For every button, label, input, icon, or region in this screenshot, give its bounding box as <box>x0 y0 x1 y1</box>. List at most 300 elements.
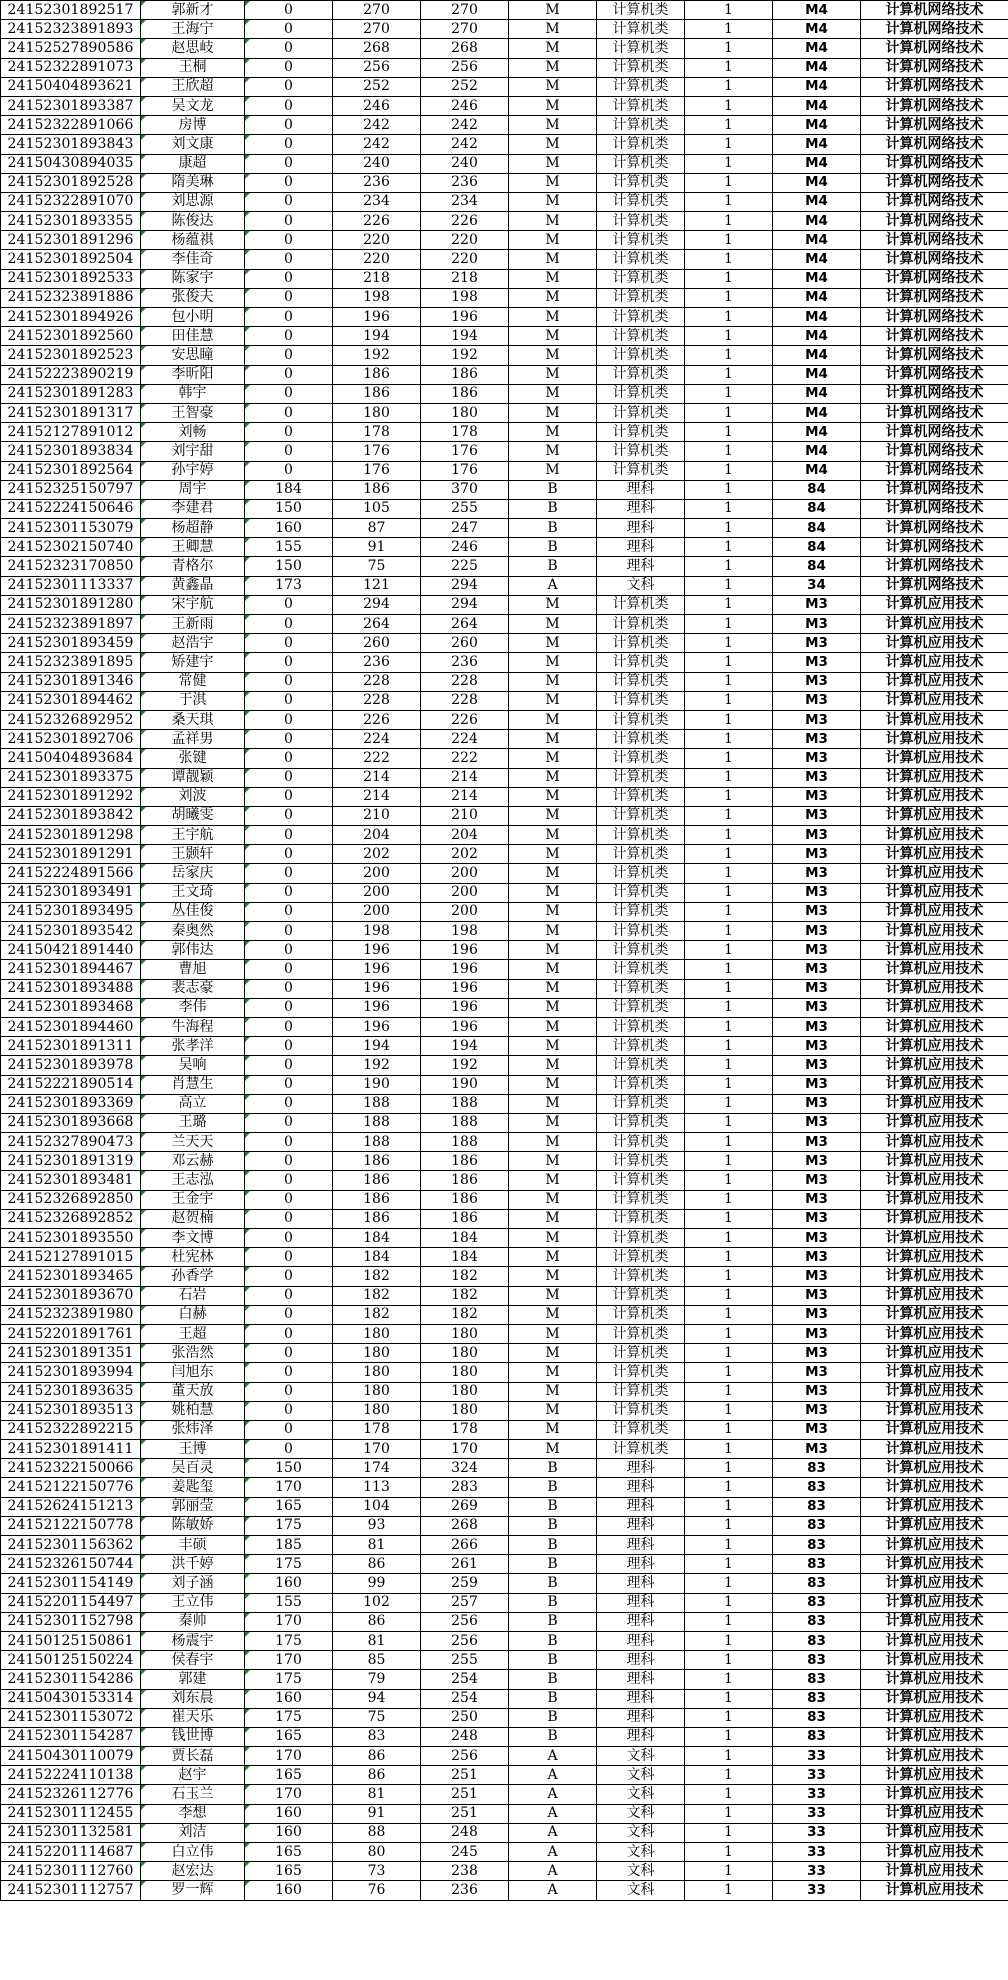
cell-subject-type[interactable]: 文科 <box>597 1823 685 1842</box>
cell-total-score[interactable]: 240 <box>421 154 509 173</box>
cell-plan-count[interactable]: 1 <box>685 941 773 960</box>
cell-plan-count[interactable]: 1 <box>685 1229 773 1248</box>
cell-group-code[interactable]: M3 <box>773 845 861 864</box>
cell-exam-id[interactable]: 24152301893635 <box>1 1382 141 1401</box>
cell-plan-count[interactable]: 1 <box>685 922 773 941</box>
cell-total-score[interactable]: 269 <box>421 1497 509 1516</box>
cell-student-name[interactable]: 房博 <box>141 116 245 135</box>
cell-student-name[interactable]: 张俊夫 <box>141 288 245 307</box>
cell-student-name[interactable]: 张浩然 <box>141 1344 245 1363</box>
cell-category-code[interactable]: M <box>509 403 597 422</box>
cell-subject-type[interactable]: 理科 <box>597 1478 685 1497</box>
cell-subject-type[interactable]: 文科 <box>597 1881 685 1900</box>
cell-group-code[interactable]: M4 <box>773 116 861 135</box>
cell-student-name[interactable]: 王超 <box>141 1324 245 1343</box>
cell-exam-id[interactable]: 24152301893668 <box>1 1113 141 1132</box>
cell-student-name[interactable]: 李伟 <box>141 998 245 1017</box>
cell-category-code[interactable]: M <box>509 883 597 902</box>
cell-subject-type[interactable]: 计算机类 <box>597 192 685 211</box>
cell-score-a[interactable]: 0 <box>245 1190 333 1209</box>
cell-major-name[interactable]: 计算机网络技术 <box>861 192 1008 211</box>
cell-plan-count[interactable]: 1 <box>685 557 773 576</box>
cell-score-a[interactable]: 0 <box>245 39 333 58</box>
cell-student-name[interactable]: 杜宪林 <box>141 1248 245 1267</box>
cell-student-name[interactable]: 王志泓 <box>141 1171 245 1190</box>
cell-exam-id[interactable]: 24152322150066 <box>1 1459 141 1478</box>
cell-total-score[interactable]: 204 <box>421 826 509 845</box>
cell-major-name[interactable]: 计算机网络技术 <box>861 538 1008 557</box>
cell-student-name[interactable]: 韩宇 <box>141 384 245 403</box>
cell-student-name[interactable]: 孙香学 <box>141 1267 245 1286</box>
cell-score-a[interactable]: 0 <box>245 77 333 96</box>
cell-total-score[interactable]: 228 <box>421 672 509 691</box>
cell-total-score[interactable]: 196 <box>421 941 509 960</box>
cell-total-score[interactable]: 180 <box>421 403 509 422</box>
cell-score-b[interactable]: 182 <box>333 1286 421 1305</box>
cell-plan-count[interactable]: 1 <box>685 288 773 307</box>
cell-exam-id[interactable]: 24152301892523 <box>1 346 141 365</box>
cell-plan-count[interactable]: 1 <box>685 135 773 154</box>
cell-plan-count[interactable]: 1 <box>685 576 773 595</box>
cell-score-a[interactable]: 185 <box>245 1536 333 1555</box>
cell-exam-id[interactable]: 24152301132581 <box>1 1823 141 1842</box>
cell-category-code[interactable]: M <box>509 998 597 1017</box>
cell-exam-id[interactable]: 24152301893481 <box>1 1171 141 1190</box>
cell-score-b[interactable]: 186 <box>333 1171 421 1190</box>
cell-major-name[interactable]: 计算机应用技术 <box>861 1881 1008 1900</box>
cell-group-code[interactable]: M4 <box>773 269 861 288</box>
cell-category-code[interactable]: M <box>509 58 597 77</box>
cell-score-a[interactable]: 0 <box>245 403 333 422</box>
cell-category-code[interactable]: M <box>509 922 597 941</box>
cell-subject-type[interactable]: 计算机类 <box>597 615 685 634</box>
cell-plan-count[interactable]: 1 <box>685 1881 773 1900</box>
cell-category-code[interactable]: A <box>509 1862 597 1881</box>
cell-score-b[interactable]: 180 <box>333 1344 421 1363</box>
cell-subject-type[interactable]: 计算机类 <box>597 154 685 173</box>
cell-plan-count[interactable]: 1 <box>685 1593 773 1612</box>
cell-major-name[interactable]: 计算机应用技术 <box>861 883 1008 902</box>
cell-major-name[interactable]: 计算机应用技术 <box>861 1420 1008 1439</box>
cell-subject-type[interactable]: 理科 <box>597 1536 685 1555</box>
cell-major-name[interactable]: 计算机应用技术 <box>861 1670 1008 1689</box>
cell-group-code[interactable]: M3 <box>773 749 861 768</box>
cell-category-code[interactable]: M <box>509 730 597 749</box>
cell-total-score[interactable]: 196 <box>421 960 509 979</box>
cell-score-b[interactable]: 242 <box>333 135 421 154</box>
cell-group-code[interactable]: M4 <box>773 135 861 154</box>
cell-total-score[interactable]: 194 <box>421 327 509 346</box>
cell-category-code[interactable]: M <box>509 1 597 20</box>
cell-group-code[interactable]: M4 <box>773 403 861 422</box>
cell-subject-type[interactable]: 理科 <box>597 1574 685 1593</box>
cell-group-code[interactable]: 33 <box>773 1804 861 1823</box>
cell-total-score[interactable]: 255 <box>421 1651 509 1670</box>
cell-total-score[interactable]: 194 <box>421 1037 509 1056</box>
cell-subject-type[interactable]: 计算机类 <box>597 116 685 135</box>
cell-subject-type[interactable]: 计算机类 <box>597 1286 685 1305</box>
cell-score-b[interactable]: 180 <box>333 1382 421 1401</box>
cell-total-score[interactable]: 234 <box>421 192 509 211</box>
cell-subject-type[interactable]: 理科 <box>597 1459 685 1478</box>
cell-subject-type[interactable]: 计算机类 <box>597 1420 685 1439</box>
cell-exam-id[interactable]: 24152301894460 <box>1 1017 141 1036</box>
cell-group-code[interactable]: M3 <box>773 941 861 960</box>
cell-total-score[interactable]: 220 <box>421 250 509 269</box>
cell-major-name[interactable]: 计算机应用技术 <box>861 1804 1008 1823</box>
cell-plan-count[interactable]: 1 <box>685 864 773 883</box>
cell-subject-type[interactable]: 计算机类 <box>597 749 685 768</box>
cell-subject-type[interactable]: 计算机类 <box>597 768 685 787</box>
cell-subject-type[interactable]: 理科 <box>597 1593 685 1612</box>
cell-plan-count[interactable]: 1 <box>685 346 773 365</box>
cell-subject-type[interactable]: 理科 <box>597 1497 685 1516</box>
cell-major-name[interactable]: 计算机网络技术 <box>861 212 1008 231</box>
cell-major-name[interactable]: 计算机网络技术 <box>861 231 1008 250</box>
cell-group-code[interactable]: 33 <box>773 1823 861 1842</box>
cell-subject-type[interactable]: 计算机类 <box>597 365 685 384</box>
cell-score-b[interactable]: 186 <box>333 365 421 384</box>
cell-major-name[interactable]: 计算机应用技术 <box>861 1113 1008 1132</box>
cell-plan-count[interactable]: 1 <box>685 806 773 825</box>
cell-score-a[interactable]: 0 <box>245 58 333 77</box>
cell-major-name[interactable]: 计算机网络技术 <box>861 384 1008 403</box>
cell-major-name[interactable]: 计算机网络技术 <box>861 519 1008 538</box>
cell-total-score[interactable]: 370 <box>421 480 509 499</box>
cell-score-a[interactable]: 0 <box>245 902 333 921</box>
cell-score-b[interactable]: 192 <box>333 1056 421 1075</box>
cell-group-code[interactable]: M3 <box>773 1363 861 1382</box>
cell-score-a[interactable]: 165 <box>245 1862 333 1881</box>
cell-exam-id[interactable]: 24152301891298 <box>1 826 141 845</box>
cell-student-name[interactable]: 李昕阳 <box>141 365 245 384</box>
cell-student-name[interactable]: 王博 <box>141 1440 245 1459</box>
cell-total-score[interactable]: 176 <box>421 461 509 480</box>
cell-subject-type[interactable]: 计算机类 <box>597 250 685 269</box>
cell-category-code[interactable]: B <box>509 1593 597 1612</box>
cell-score-b[interactable]: 102 <box>333 1593 421 1612</box>
cell-category-code[interactable]: M <box>509 116 597 135</box>
cell-group-code[interactable]: M4 <box>773 461 861 480</box>
cell-category-code[interactable]: M <box>509 749 597 768</box>
cell-plan-count[interactable]: 1 <box>685 173 773 192</box>
cell-total-score[interactable]: 226 <box>421 212 509 231</box>
cell-total-score[interactable]: 188 <box>421 1133 509 1152</box>
cell-plan-count[interactable]: 1 <box>685 39 773 58</box>
cell-student-name[interactable]: 贾长磊 <box>141 1747 245 1766</box>
cell-student-name[interactable]: 包小明 <box>141 308 245 327</box>
cell-total-score[interactable]: 222 <box>421 749 509 768</box>
cell-exam-id[interactable]: 24152326150744 <box>1 1555 141 1574</box>
cell-student-name[interactable]: 胡曦雯 <box>141 806 245 825</box>
cell-category-code[interactable]: M <box>509 710 597 729</box>
cell-score-b[interactable]: 268 <box>333 39 421 58</box>
cell-total-score[interactable]: 256 <box>421 1631 509 1650</box>
cell-plan-count[interactable]: 1 <box>685 1190 773 1209</box>
cell-student-name[interactable]: 矫建宇 <box>141 653 245 672</box>
cell-total-score[interactable]: 196 <box>421 308 509 327</box>
cell-subject-type[interactable]: 计算机类 <box>597 1324 685 1343</box>
cell-score-a[interactable]: 0 <box>245 250 333 269</box>
cell-student-name[interactable]: 陈俊达 <box>141 212 245 231</box>
cell-subject-type[interactable]: 计算机类 <box>597 1017 685 1036</box>
cell-exam-id[interactable]: 24152301893550 <box>1 1229 141 1248</box>
cell-group-code[interactable]: 84 <box>773 480 861 499</box>
cell-exam-id[interactable]: 24152122150776 <box>1 1478 141 1497</box>
cell-student-name[interactable]: 裴志豪 <box>141 979 245 998</box>
cell-total-score[interactable]: 266 <box>421 1536 509 1555</box>
cell-total-score[interactable]: 294 <box>421 576 509 595</box>
cell-exam-id[interactable]: 24152301894926 <box>1 308 141 327</box>
cell-plan-count[interactable]: 1 <box>685 1075 773 1094</box>
cell-subject-type[interactable]: 理科 <box>597 519 685 538</box>
cell-total-score[interactable]: 184 <box>421 1248 509 1267</box>
cell-subject-type[interactable]: 计算机类 <box>597 1190 685 1209</box>
cell-category-code[interactable]: B <box>509 557 597 576</box>
cell-plan-count[interactable]: 1 <box>685 499 773 518</box>
cell-total-score[interactable]: 236 <box>421 1881 509 1900</box>
cell-score-b[interactable]: 79 <box>333 1670 421 1689</box>
cell-score-b[interactable]: 228 <box>333 672 421 691</box>
cell-score-b[interactable]: 218 <box>333 269 421 288</box>
cell-major-name[interactable]: 计算机应用技术 <box>861 864 1008 883</box>
cell-score-b[interactable]: 104 <box>333 1497 421 1516</box>
cell-student-name[interactable]: 王立伟 <box>141 1593 245 1612</box>
cell-category-code[interactable]: M <box>509 1324 597 1343</box>
cell-score-a[interactable]: 0 <box>245 864 333 883</box>
cell-exam-id[interactable]: 24152223890219 <box>1 365 141 384</box>
cell-category-code[interactable]: A <box>509 1785 597 1804</box>
cell-subject-type[interactable]: 计算机类 <box>597 288 685 307</box>
cell-total-score[interactable]: 182 <box>421 1286 509 1305</box>
cell-category-code[interactable]: B <box>509 1574 597 1593</box>
cell-total-score[interactable]: 214 <box>421 787 509 806</box>
cell-student-name[interactable]: 郭新才 <box>141 1 245 20</box>
cell-student-name[interactable]: 丛佳俊 <box>141 902 245 921</box>
cell-score-a[interactable]: 0 <box>245 941 333 960</box>
cell-subject-type[interactable]: 计算机类 <box>597 941 685 960</box>
cell-total-score[interactable]: 224 <box>421 730 509 749</box>
cell-group-code[interactable]: M3 <box>773 1305 861 1324</box>
cell-exam-id[interactable]: 24152301112757 <box>1 1881 141 1900</box>
cell-major-name[interactable]: 计算机网络技术 <box>861 327 1008 346</box>
cell-category-code[interactable]: M <box>509 1056 597 1075</box>
cell-exam-id[interactable]: 24152327890473 <box>1 1133 141 1152</box>
cell-exam-id[interactable]: 24152323170850 <box>1 557 141 576</box>
cell-student-name[interactable]: 刘文康 <box>141 135 245 154</box>
cell-score-a[interactable]: 0 <box>245 1017 333 1036</box>
cell-group-code[interactable]: 33 <box>773 1747 861 1766</box>
cell-student-name[interactable]: 秦帅 <box>141 1612 245 1631</box>
cell-category-code[interactable]: M <box>509 39 597 58</box>
cell-exam-id[interactable]: 24152527890586 <box>1 39 141 58</box>
cell-plan-count[interactable]: 1 <box>685 96 773 115</box>
cell-score-a[interactable]: 0 <box>245 615 333 634</box>
cell-major-name[interactable]: 计算机网络技术 <box>861 250 1008 269</box>
cell-major-name[interactable]: 计算机应用技术 <box>861 1555 1008 1574</box>
cell-group-code[interactable]: M4 <box>773 20 861 39</box>
cell-student-name[interactable]: 吴文龙 <box>141 96 245 115</box>
cell-major-name[interactable]: 计算机应用技术 <box>861 806 1008 825</box>
cell-score-a[interactable]: 0 <box>245 749 333 768</box>
cell-student-name[interactable]: 黄鑫晶 <box>141 576 245 595</box>
cell-total-score[interactable]: 236 <box>421 173 509 192</box>
cell-subject-type[interactable]: 计算机类 <box>597 135 685 154</box>
cell-plan-count[interactable]: 1 <box>685 1401 773 1420</box>
cell-category-code[interactable]: B <box>509 1612 597 1631</box>
cell-exam-id[interactable]: 24152301891292 <box>1 787 141 806</box>
cell-student-name[interactable]: 刘宇甜 <box>141 442 245 461</box>
cell-group-code[interactable]: M3 <box>773 1094 861 1113</box>
cell-category-code[interactable]: M <box>509 423 597 442</box>
cell-exam-id[interactable]: 24152301154149 <box>1 1574 141 1593</box>
cell-score-a[interactable]: 0 <box>245 883 333 902</box>
cell-major-name[interactable]: 计算机网络技术 <box>861 576 1008 595</box>
cell-score-b[interactable]: 186 <box>333 480 421 499</box>
cell-subject-type[interactable]: 计算机类 <box>597 922 685 941</box>
cell-exam-id[interactable]: 24152301893355 <box>1 212 141 231</box>
cell-group-code[interactable]: M4 <box>773 423 861 442</box>
cell-exam-id[interactable]: 24152301893842 <box>1 806 141 825</box>
cell-student-name[interactable]: 张键 <box>141 749 245 768</box>
cell-score-b[interactable]: 188 <box>333 1113 421 1132</box>
cell-major-name[interactable]: 计算机应用技术 <box>861 1497 1008 1516</box>
cell-plan-count[interactable]: 1 <box>685 787 773 806</box>
cell-score-b[interactable]: 214 <box>333 768 421 787</box>
cell-student-name[interactable]: 高立 <box>141 1094 245 1113</box>
cell-plan-count[interactable]: 1 <box>685 231 773 250</box>
cell-group-code[interactable]: M3 <box>773 1113 861 1132</box>
cell-total-score[interactable]: 245 <box>421 1843 509 1862</box>
cell-score-a[interactable]: 0 <box>245 154 333 173</box>
cell-category-code[interactable]: M <box>509 154 597 173</box>
cell-group-code[interactable]: M3 <box>773 1324 861 1343</box>
cell-student-name[interactable]: 董天放 <box>141 1382 245 1401</box>
cell-student-name[interactable]: 康超 <box>141 154 245 173</box>
cell-category-code[interactable]: M <box>509 864 597 883</box>
cell-score-b[interactable]: 260 <box>333 634 421 653</box>
cell-subject-type[interactable]: 计算机类 <box>597 902 685 921</box>
cell-plan-count[interactable]: 1 <box>685 116 773 135</box>
cell-plan-count[interactable]: 1 <box>685 365 773 384</box>
cell-group-code[interactable]: M3 <box>773 1344 861 1363</box>
cell-group-code[interactable]: 83 <box>773 1478 861 1497</box>
cell-subject-type[interactable]: 理科 <box>597 1631 685 1650</box>
cell-score-b[interactable]: 86 <box>333 1555 421 1574</box>
cell-student-name[interactable]: 王卿慧 <box>141 538 245 557</box>
cell-category-code[interactable]: M <box>509 135 597 154</box>
cell-plan-count[interactable]: 1 <box>685 1209 773 1228</box>
cell-student-name[interactable]: 曹旭 <box>141 960 245 979</box>
cell-plan-count[interactable]: 1 <box>685 1631 773 1650</box>
cell-category-code[interactable]: M <box>509 634 597 653</box>
cell-group-code[interactable]: 83 <box>773 1631 861 1650</box>
cell-major-name[interactable]: 计算机应用技术 <box>861 1440 1008 1459</box>
cell-total-score[interactable]: 246 <box>421 96 509 115</box>
cell-category-code[interactable]: M <box>509 96 597 115</box>
cell-score-a[interactable]: 160 <box>245 1804 333 1823</box>
cell-exam-id[interactable]: 24152323891897 <box>1 615 141 634</box>
cell-exam-id[interactable]: 24152301894467 <box>1 960 141 979</box>
cell-category-code[interactable]: M <box>509 1286 597 1305</box>
cell-category-code[interactable]: B <box>509 1497 597 1516</box>
cell-plan-count[interactable]: 1 <box>685 519 773 538</box>
cell-student-name[interactable]: 桑天琪 <box>141 710 245 729</box>
cell-group-code[interactable]: M4 <box>773 173 861 192</box>
cell-major-name[interactable]: 计算机应用技术 <box>861 1344 1008 1363</box>
cell-group-code[interactable]: M3 <box>773 1382 861 1401</box>
cell-score-b[interactable]: 73 <box>333 1862 421 1881</box>
cell-subject-type[interactable]: 计算机类 <box>597 269 685 288</box>
cell-score-b[interactable]: 240 <box>333 154 421 173</box>
cell-score-a[interactable]: 175 <box>245 1516 333 1535</box>
cell-subject-type[interactable]: 计算机类 <box>597 1401 685 1420</box>
cell-student-name[interactable]: 王桐 <box>141 58 245 77</box>
cell-category-code[interactable]: B <box>509 1708 597 1727</box>
cell-score-a[interactable]: 0 <box>245 710 333 729</box>
cell-student-name[interactable]: 王欣超 <box>141 77 245 96</box>
cell-group-code[interactable]: M3 <box>773 1190 861 1209</box>
cell-major-name[interactable]: 计算机应用技术 <box>861 710 1008 729</box>
cell-student-name[interactable]: 陈敏娇 <box>141 1516 245 1535</box>
cell-category-code[interactable]: M <box>509 768 597 787</box>
cell-major-name[interactable]: 计算机应用技术 <box>861 1382 1008 1401</box>
cell-major-name[interactable]: 计算机网络技术 <box>861 480 1008 499</box>
cell-plan-count[interactable]: 1 <box>685 1766 773 1785</box>
cell-subject-type[interactable]: 计算机类 <box>597 710 685 729</box>
cell-plan-count[interactable]: 1 <box>685 1843 773 1862</box>
cell-category-code[interactable]: M <box>509 269 597 288</box>
cell-score-a[interactable]: 0 <box>245 1229 333 1248</box>
cell-major-name[interactable]: 计算机应用技术 <box>861 672 1008 691</box>
cell-score-a[interactable]: 0 <box>245 308 333 327</box>
cell-exam-id[interactable]: 24152221890514 <box>1 1075 141 1094</box>
cell-exam-id[interactable]: 24152127891012 <box>1 423 141 442</box>
cell-plan-count[interactable]: 1 <box>685 1478 773 1497</box>
cell-score-b[interactable]: 170 <box>333 1440 421 1459</box>
cell-total-score[interactable]: 236 <box>421 653 509 672</box>
cell-total-score[interactable]: 268 <box>421 39 509 58</box>
cell-score-b[interactable]: 91 <box>333 538 421 557</box>
cell-score-b[interactable]: 246 <box>333 96 421 115</box>
cell-major-name[interactable]: 计算机网络技术 <box>861 77 1008 96</box>
cell-student-name[interactable]: 侯春宇 <box>141 1651 245 1670</box>
cell-score-a[interactable]: 0 <box>245 1363 333 1382</box>
cell-total-score[interactable]: 198 <box>421 288 509 307</box>
cell-group-code[interactable]: M3 <box>773 1017 861 1036</box>
cell-subject-type[interactable]: 计算机类 <box>597 384 685 403</box>
cell-group-code[interactable]: M3 <box>773 1075 861 1094</box>
cell-total-score[interactable]: 200 <box>421 864 509 883</box>
cell-subject-type[interactable]: 计算机类 <box>597 327 685 346</box>
cell-subject-type[interactable]: 计算机类 <box>597 173 685 192</box>
cell-score-b[interactable]: 81 <box>333 1536 421 1555</box>
cell-subject-type[interactable]: 理科 <box>597 1612 685 1631</box>
cell-student-name[interactable]: 青格尔 <box>141 557 245 576</box>
cell-major-name[interactable]: 计算机应用技术 <box>861 787 1008 806</box>
cell-plan-count[interactable]: 1 <box>685 1459 773 1478</box>
cell-category-code[interactable]: M <box>509 1382 597 1401</box>
cell-plan-count[interactable]: 1 <box>685 308 773 327</box>
cell-major-name[interactable]: 计算机应用技术 <box>861 1766 1008 1785</box>
cell-student-name[interactable]: 张孝洋 <box>141 1037 245 1056</box>
cell-category-code[interactable]: M <box>509 960 597 979</box>
cell-plan-count[interactable]: 1 <box>685 1171 773 1190</box>
cell-subject-type[interactable]: 理科 <box>597 480 685 499</box>
cell-score-b[interactable]: 196 <box>333 1017 421 1036</box>
cell-plan-count[interactable]: 1 <box>685 58 773 77</box>
cell-plan-count[interactable]: 1 <box>685 154 773 173</box>
